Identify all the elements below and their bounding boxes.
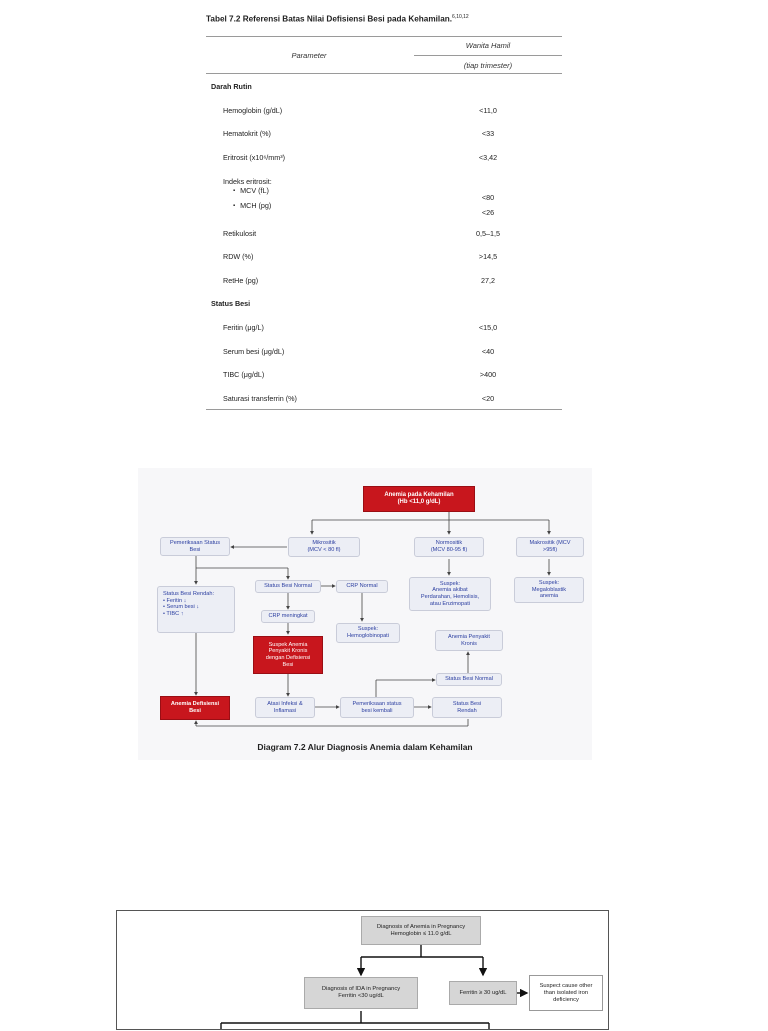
- row-value: <11,0: [479, 106, 497, 115]
- row-label: Eritrosit (x10⁶/mm³): [223, 153, 286, 162]
- node-makrositik: Makrositik (MCV >95fl): [516, 537, 584, 557]
- row-value: <33: [481, 129, 495, 138]
- node-crp-normal: CRP Normal: [336, 580, 388, 593]
- row-value: >14,5: [478, 252, 498, 261]
- node-pemeriksaan-status-besi: Pemeriksaan Status Besi: [160, 537, 230, 556]
- row-label: Serum besi (μg/dL): [223, 347, 285, 356]
- row-value: <26: [481, 208, 495, 217]
- node-suspek-perdarahan: Suspek: Anemia akibat Perdarahan, Hemolisis, atau Enzimopati: [409, 577, 491, 611]
- row-label: TIBC (μg/dL): [223, 370, 265, 379]
- row-value: 0,5–1,5: [476, 229, 500, 238]
- row-label: Feritin (μg/L): [223, 323, 264, 332]
- header-wanita-hamil: Wanita Hamil: [465, 41, 511, 50]
- table-title: Tabel 7.2 Referensi Batas Nilai Defisiensi Besi pada Kehamilan.$^{6,10,12}$: [206, 14, 469, 24]
- row-label-bullet: ▪ MCH (pg): [233, 201, 271, 210]
- node-normositik: Normositik (MCV 80-95 fl): [414, 537, 484, 557]
- row-label: Saturasi transferrin (%): [223, 394, 297, 403]
- node-suspek-megaloblastik: Suspek: Megaloblastik anemia: [514, 577, 584, 603]
- box-ferritin-high: Ferritin ≥ 30 ug/dL: [449, 981, 517, 1005]
- node-anemia-penyakit-kronis: Anemia Penyakit Kronis: [435, 630, 503, 651]
- box-suspect-other-cause: Suspect cause other than isolated iron deficiency: [529, 975, 603, 1011]
- reference-table: [206, 14, 564, 403]
- row-label: RetHe (pg): [223, 276, 259, 285]
- row-value: <20: [481, 394, 495, 403]
- table-bottom-rule: [206, 409, 562, 410]
- box-diagnosis-ida: Diagnosis of IDA in Pregnancy Ferritin <30 ug/dL: [304, 977, 418, 1009]
- row-value: <3,42: [478, 153, 498, 162]
- header-tiap-trimester: (tiap trimester): [463, 61, 513, 70]
- row-value: >400: [479, 370, 497, 379]
- row-label-bullet: ▪ MCV (fL): [233, 186, 269, 195]
- diagnosis-flow-diagram: [138, 468, 592, 760]
- node-suspek-anemia-kronis: Suspek Anemia Penyakit Kronis dengan Defisiensi Besi: [253, 636, 323, 674]
- node-pemeriksaan-kembali: Pemeriksaan status besi kembali: [340, 697, 414, 718]
- header-parameter: Parameter: [291, 51, 327, 60]
- row-label: RDW (%): [223, 252, 254, 261]
- node-crp-meningkat: CRP meningkat: [261, 610, 315, 623]
- row-label: Indeks eritrosit:: [223, 177, 272, 186]
- section-status-besi: Status Besi: [211, 299, 251, 308]
- row-label: Hemoglobin (g/dL): [223, 106, 283, 115]
- node-status-besi-normal-2: Status Besi Normal: [436, 673, 502, 686]
- row-label: Retikulosit: [223, 229, 257, 238]
- node-status-besi-rendah-2: Status Besi Rendah: [432, 697, 502, 718]
- diagram-caption: Diagram 7.2 Alur Diagnosis Anemia dalam Kehamilan: [257, 742, 473, 752]
- node-anemia-defisiensi-besi: Anemia Defisiensi Besi: [160, 696, 230, 720]
- row-value: <15,0: [478, 323, 498, 332]
- row-value: <40: [481, 347, 495, 356]
- node-atasi-infeksi: Atasi Infeksi & Inflamasi: [255, 697, 315, 718]
- node-status-besi-rendah: Status Besi Rendah: • Feritin ↓ • Serum besi ↓ • TIBC ↑: [157, 586, 235, 633]
- node-suspek-hemoglobinopati: Suspek: Hemoglobinopati: [336, 623, 400, 643]
- english-iron-deficiency-flowchart: [116, 910, 609, 1030]
- node-mikrositik: Mikrositik (MCV < 80 fl): [288, 537, 360, 557]
- section-darah-rutin: Darah Rutin: [211, 82, 252, 91]
- row-value: 27,2: [481, 276, 495, 285]
- box-diagnosis-anemia-pregnancy: Diagnosis of Anemia in Pregnancy Hemoglobin ≤ 11.0 g/dL: [361, 916, 481, 945]
- table-header-split-rule: [414, 55, 562, 56]
- table-top-rule: [206, 36, 562, 37]
- row-label: Hematokrit (%): [223, 129, 271, 138]
- table-header-rule: [206, 73, 562, 74]
- row-value: <80: [481, 193, 495, 202]
- node-status-besi-normal: Status Besi Normal: [255, 580, 321, 593]
- node-anemia-kehamilan: Anemia pada Kehamilan (Hb <11,0 g/dL): [363, 486, 475, 512]
